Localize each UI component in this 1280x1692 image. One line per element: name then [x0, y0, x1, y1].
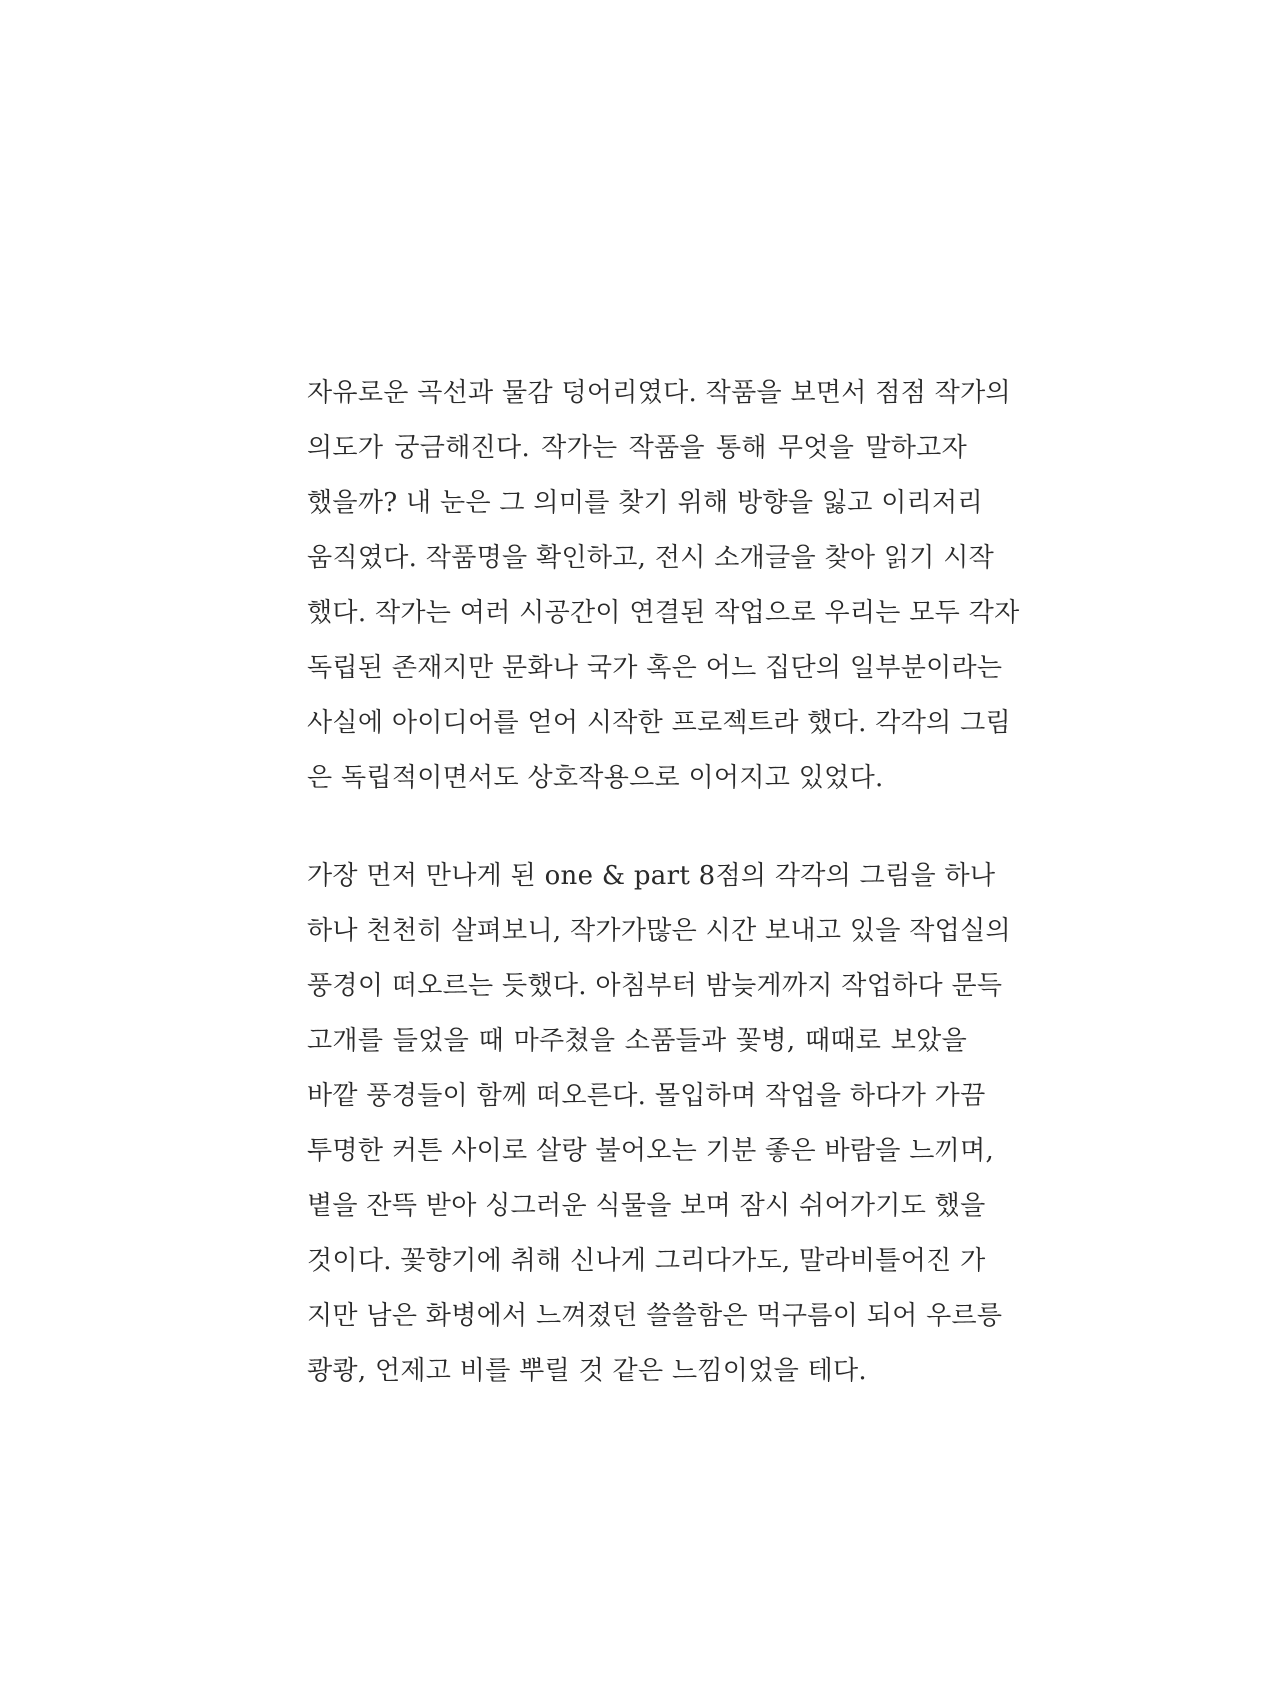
paragraph-line: 자유로운 곡선과 물감 덩어리였다. 작품을 보면서 점점 작가의: [307, 378, 1011, 408]
paragraph-line: 볕을 잔뜩 받아 싱그러운 식물을 보며 잠시 쉬어가기도 했을: [307, 1191, 986, 1221]
paragraph-2: [307, 849, 1011, 1399]
paragraph-line: 투명한 커튼 사이로 살랑 불어오는 기분 좋은 바람을 느끼며,: [307, 1136, 995, 1166]
paragraph-line: 풍경이 떠오르는 듯했다. 아침부터 밤늦게까지 작업하다 문득: [307, 971, 1003, 1001]
paragraph-1: [307, 366, 1020, 806]
paragraph-line: 고개를 들었을 때 마주쳤을 소품들과 꽃병, 때때로 보았을: [307, 1026, 967, 1056]
paragraph-line: 움직였다. 작품명을 확인하고, 전시 소개글을 찾아 읽기 시작: [307, 543, 995, 573]
paragraph-line: 지만 남은 화병에서 느껴졌던 쓸쓸함은 먹구름이 되어 우르릉: [307, 1301, 1003, 1331]
paragraph-line: 쾅쾅, 언제고 비를 뿌릴 것 같은 느낌이었을 테다.: [307, 1356, 867, 1386]
paragraph-line: 바깥 풍경들이 함께 떠오른다. 몰입하며 작업을 하다가 가끔: [307, 1081, 986, 1111]
paragraph-line: 은 독립적이면서도 상호작용으로 이어지고 있었다.: [307, 763, 884, 793]
paragraph-line: 했다. 작가는 여러 시공간이 연결된 작업으로 우리는 모두 각자: [307, 598, 1020, 628]
paragraph-line: 의도가 궁금해진다. 작가는 작품을 통해 무엇을 말하고자: [307, 433, 967, 463]
paragraph-line: 하나 천천히 살펴보니, 작가가많은 시간 보내고 있을 작업실의: [307, 916, 1011, 946]
paragraph-line: 사실에 아이디어를 얻어 시작한 프로젝트라 했다. 각각의 그림: [307, 708, 1011, 738]
paragraph-line: 독립된 존재지만 문화나 국가 혹은 어느 집단의 일부분이라는: [307, 653, 1003, 683]
paragraph-line: 했을까? 내 눈은 그 의미를 찾기 위해 방향을 잃고 이리저리: [307, 488, 983, 518]
paragraph-line: 가장 먼저 만나게 된 one & part 8점의 각각의 그림을 하나: [307, 861, 996, 891]
paragraph-line: 것이다. 꽃향기에 취해 신나게 그리다가도, 말라비틀어진 가: [307, 1246, 986, 1276]
